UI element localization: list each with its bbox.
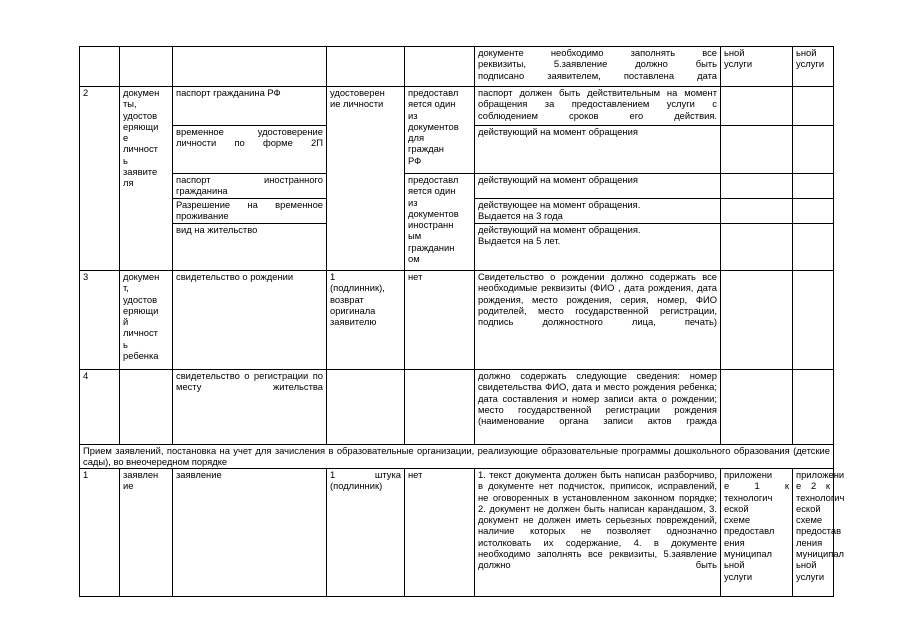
cell-count: 1 штука (подлинник) bbox=[327, 469, 405, 597]
cell-document-name: свидетельство о регистрации по месту жительства bbox=[173, 370, 327, 445]
documents-table bbox=[79, 46, 845, 597]
cell-empty bbox=[327, 370, 405, 445]
table-row bbox=[80, 445, 834, 469]
table-row bbox=[80, 47, 834, 87]
cell-empty bbox=[120, 370, 173, 445]
table-row bbox=[80, 174, 834, 199]
cell-empty bbox=[721, 370, 793, 445]
cell-empty bbox=[721, 199, 793, 224]
cell-empty bbox=[793, 271, 834, 370]
cell-empty bbox=[405, 370, 475, 445]
cell-empty bbox=[80, 47, 120, 87]
cell-form: ьной услуги bbox=[721, 47, 793, 87]
cell-document-name: временное удостоверение личности по форме 2П bbox=[173, 126, 327, 174]
cell-number: 1 bbox=[80, 469, 120, 597]
cell-form: приложени е 1 к технологич еской схеме предоставл ения муниципал ьной услуги bbox=[721, 469, 793, 597]
cell-condition: предоставл яется один из документов для граждан РФ bbox=[405, 87, 475, 174]
cell-requirements: должно содержать следующие сведения: номер свидетельства ФИО, дата и место рождения ребенка; дата составления и номер записи акта о рождении; место государственной регистрации рождения (наименование органа записи актов гражда bbox=[475, 370, 721, 445]
cell-empty bbox=[793, 199, 834, 224]
table-row bbox=[80, 271, 834, 370]
cell-requirements: Свидетельство о рождении должно содержать все необходимые реквизиты (ФИО , дата рождения, дата рождения, место рождения, серия, номер, ФИО родителей, место государственной регистрации, подпись должностного лица, печать) bbox=[475, 271, 721, 370]
cell-sample: ьной услуги bbox=[793, 47, 834, 87]
cell-purpose: удостоверен ие личности bbox=[327, 87, 405, 271]
cell-condition: нет bbox=[405, 469, 475, 597]
cell-empty bbox=[721, 224, 793, 271]
cell-empty bbox=[793, 174, 834, 199]
cell-category: докумен т, удостов еряющи й личност ь ребенка bbox=[120, 271, 173, 370]
table-row bbox=[80, 87, 834, 126]
cell-category: заявлен ие bbox=[120, 469, 173, 597]
cell-empty bbox=[793, 87, 834, 126]
cell-condition: предоставл яется один из документов иностранн ым гражданин ом bbox=[405, 174, 475, 271]
cell-requirements: действующее на момент обращения. Выдается на 3 года bbox=[475, 199, 721, 224]
cell-empty bbox=[405, 47, 475, 87]
cell-number: 2 bbox=[80, 87, 120, 271]
cell-requirements: действующий на момент обращения bbox=[475, 126, 721, 174]
cell-document-name: заявление bbox=[173, 469, 327, 597]
cell-document-name: паспорт гражданина РФ bbox=[173, 87, 327, 126]
cell-empty bbox=[793, 370, 834, 445]
cell-empty bbox=[721, 174, 793, 199]
cell-document-name: паспорт иностранного гражданина bbox=[173, 174, 327, 199]
cell-requirements: действующий на момент обращения. Выдается на 5 лет. bbox=[475, 224, 721, 271]
cell-document-name: свидетельство о рождении bbox=[173, 271, 327, 370]
cell-empty bbox=[327, 47, 405, 87]
table-row bbox=[80, 469, 834, 597]
cell-sample: приложени е 2 к технологич еской схеме предостав ления муниципал ьной услуги bbox=[793, 469, 834, 597]
cell-number: 3 bbox=[80, 271, 120, 370]
cell-empty bbox=[721, 271, 793, 370]
table-row bbox=[80, 370, 834, 445]
cell-empty bbox=[721, 126, 793, 174]
section-heading: Прием заявлений, постановка на учет для зачисления в образовательные организации, реализующие образовательные программы дошкольного образования (детские сады), во внеочередном порядке bbox=[80, 445, 834, 469]
cell-number: 4 bbox=[80, 370, 120, 445]
cell-empty bbox=[120, 47, 173, 87]
cell-category: докумен ты, удостов еряющи е личност ь заявите ля bbox=[120, 87, 173, 271]
cell-requirements: документе необходимо заполнять все реквизиты, 5.заявление должно быть подписано заявителем, поставлена дата bbox=[475, 47, 721, 87]
cell-document-name: вид на жительство bbox=[173, 224, 327, 271]
cell-requirements: действующий на момент обращения bbox=[475, 174, 721, 199]
cell-requirements: паспорт должен быть действительным на момент обращения за предоставлением услуги с соблюдением сроков его действия. bbox=[475, 87, 721, 126]
cell-empty bbox=[793, 224, 834, 271]
cell-condition: нет bbox=[405, 271, 475, 370]
cell-empty bbox=[793, 126, 834, 174]
cell-requirements: 1. текст документа должен быть написан разборчиво, в документе нет подчисток, приписок, исправлений, не оговоренных в установленном законном порядке; 2. документ не должен быть написан карандашом, 3. документ не должен иметь серьезных повреждений, наличие которых не позволяет однозначно истолковать их содержание, 4. в документе необходимо заполнять все реквизиты, 5.заявление должно быть bbox=[475, 469, 721, 597]
cell-document-name: Разрешение на временное проживание bbox=[173, 199, 327, 224]
cell-empty bbox=[173, 47, 327, 87]
cell-empty bbox=[721, 87, 793, 126]
cell-count: 1 (подлинник), возврат оригинала заявителю bbox=[327, 271, 405, 370]
